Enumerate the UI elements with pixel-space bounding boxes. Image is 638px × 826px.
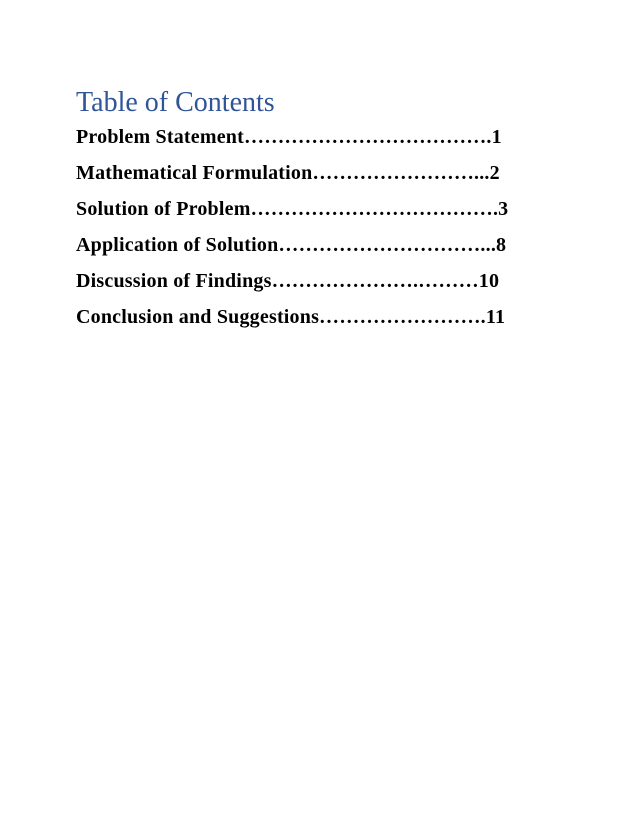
- toc-entry-mathematical-formulation: Mathematical Formulation……………………...2: [76, 162, 500, 184]
- toc-heading: Table of Contents: [76, 87, 275, 118]
- toc-entry-solution-of-problem: Solution of Problem……………………………….3: [76, 198, 509, 220]
- toc-list: [76, 124, 576, 340]
- toc-entry-discussion-of-findings: Discussion of Findings………………….………10: [76, 270, 500, 292]
- toc-entry-conclusion-and-suggestions: Conclusion and Suggestions…………………….11: [76, 306, 506, 328]
- toc-entry-application-of-solution: Application of Solution…………………………...8: [76, 234, 507, 256]
- toc-entry-problem-statement: Problem Statement……………………………….1: [76, 126, 502, 148]
